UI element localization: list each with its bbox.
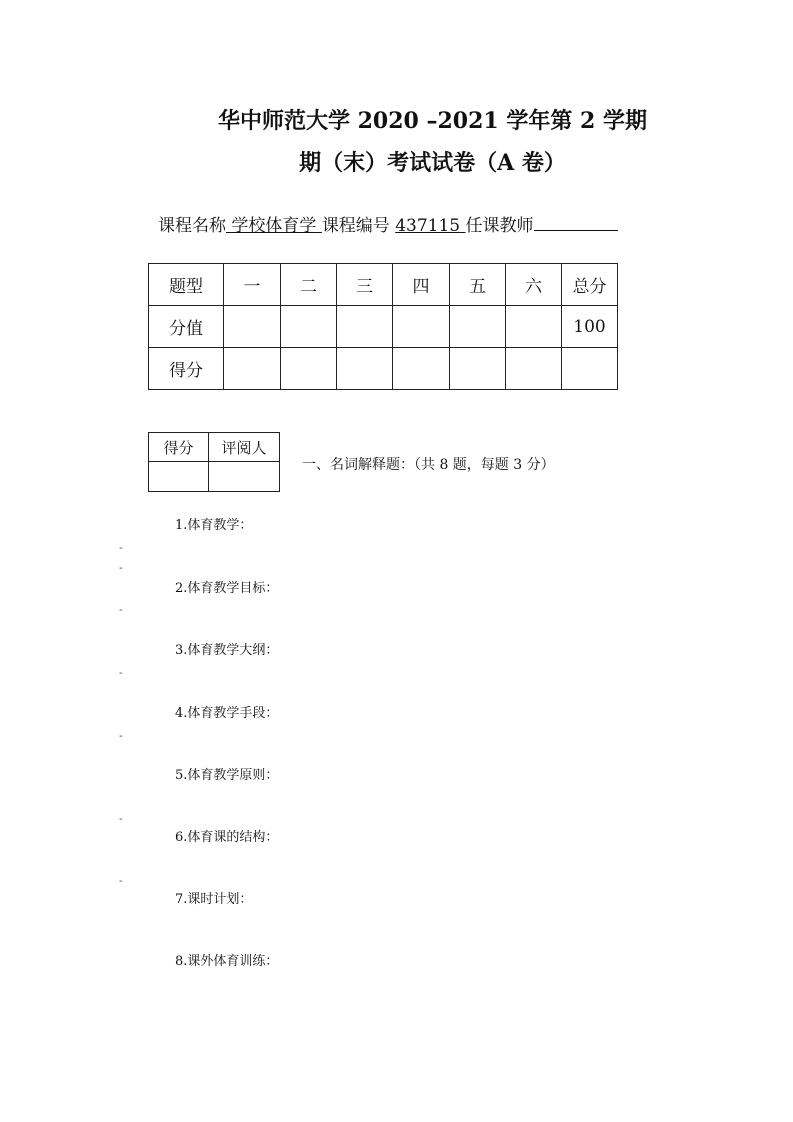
cell (562, 348, 618, 390)
section-heading: 一、名词解释题：（共 8 题，每题 3 分） (302, 457, 555, 473)
question-item: 6.体育课的结构： (175, 830, 279, 845)
question-item: 8.课外体育训练： (175, 954, 279, 969)
cell (506, 348, 562, 390)
margin-mark: - (119, 874, 123, 887)
course-code-label: 课程编号 (321, 216, 390, 236)
cell (281, 306, 337, 348)
cell (224, 348, 281, 390)
margin-mark: - (119, 561, 123, 574)
table-row-points (149, 306, 618, 348)
question-item: 1.体育教学： (175, 518, 253, 533)
cell (337, 348, 393, 390)
cell: 四 (393, 264, 450, 306)
cell (337, 306, 393, 348)
table-row (149, 462, 280, 492)
margin-mark: - (119, 603, 123, 616)
cell (149, 462, 209, 492)
cell: 分值 (149, 306, 224, 348)
margin-mark: - (119, 729, 123, 742)
cell: 题型 (149, 264, 224, 306)
title-line-1: 华中师范大学 2020 –2021 学年第 2 学期 (217, 108, 648, 134)
course-name-value: 学校体育学 (231, 216, 317, 236)
question-item: 5.体育教学原则： (175, 768, 279, 783)
question-item: 7.课时计划： (175, 892, 253, 907)
cell (506, 306, 562, 348)
course-code-value: 437115 (395, 216, 461, 236)
cell (450, 348, 506, 390)
question-item: 3.体育教学大纲： (175, 643, 279, 658)
cell (393, 306, 450, 348)
teacher-label: 任课教师 (465, 216, 534, 236)
title-line-2: 期（末）考试试卷（A 卷） (299, 150, 566, 176)
cell (393, 348, 450, 390)
margin-mark: - (119, 812, 123, 825)
score-table (148, 263, 618, 390)
table-row-score (149, 348, 618, 390)
cell (224, 306, 281, 348)
margin-mark: - (119, 666, 123, 679)
question-item: 4.体育教学手段： (175, 706, 279, 721)
question-item: 2.体育教学目标： (175, 581, 279, 596)
cell: 二 (281, 264, 337, 306)
cell: 得分 (149, 433, 209, 462)
teacher-blank (534, 215, 618, 231)
cell: 六 (506, 264, 562, 306)
cell (209, 462, 280, 492)
cell: 评阅人 (209, 433, 280, 462)
cell (281, 348, 337, 390)
course-info (158, 211, 618, 236)
cell (450, 306, 506, 348)
cell: 三 (337, 264, 393, 306)
cell: 一 (224, 264, 281, 306)
course-name-label: 课程名称 (158, 216, 226, 236)
cell: 五 (450, 264, 506, 306)
margin-mark: - (119, 541, 123, 554)
table-row-header (149, 264, 618, 306)
cell: 得分 (149, 348, 224, 390)
cell: 总分 (562, 264, 618, 306)
cell: 100 (562, 306, 618, 348)
grader-table (148, 432, 280, 492)
table-row-header (149, 433, 280, 462)
